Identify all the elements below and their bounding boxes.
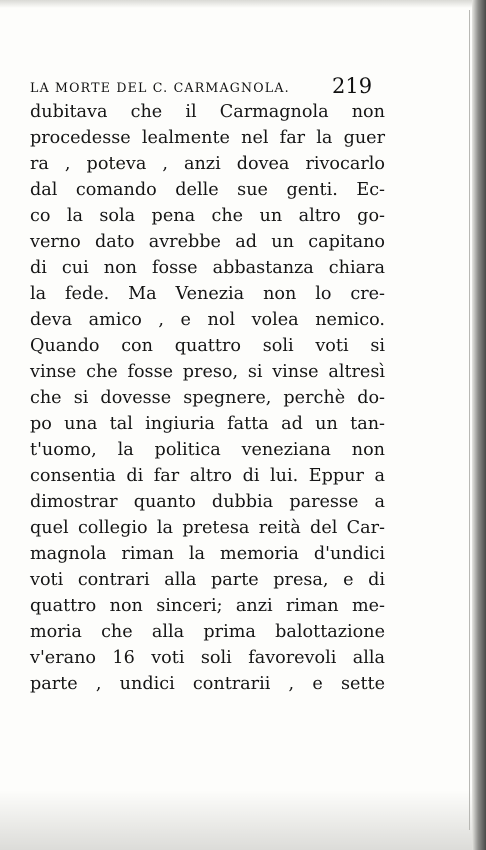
text-line: po una tal ingiuria fatta ad un tan- <box>30 414 385 434</box>
page-number: 219 <box>332 74 373 98</box>
text-line: procedesse lealmente nel far la guer <box>30 128 385 148</box>
text-line: verno dato avrebbe ad un capitano <box>30 232 385 252</box>
body-text <box>30 99 390 697</box>
text-line: deva amico , e nol volea nemico. <box>30 310 385 330</box>
text-line: dimostrar quanto dubbia paresse a <box>30 492 385 512</box>
text-line: di cui non fosse abbastanza chiara <box>30 258 385 278</box>
text-line: v'erano 16 voti soli favorevoli alla <box>30 648 385 668</box>
text-line: voti contrari alla parte presa, e di <box>30 570 385 590</box>
page-fore-edge-line <box>469 10 470 830</box>
text-line: che si dovesse spegnere, perchè do- <box>30 388 385 408</box>
text-line: dal comando delle sue genti. Ec- <box>30 180 385 200</box>
text-line: ra , poteva , anzi dovea rivocarlo <box>30 154 385 174</box>
text-line: Quando con quattro soli voti si <box>30 336 385 356</box>
page-top-shadow <box>0 0 486 8</box>
text-line: co la sola pena che un altro go- <box>30 206 385 226</box>
text-line: dubitava che il Carmagnola non <box>30 102 385 122</box>
text-line: quattro non sinceri; anzi riman me- <box>30 596 385 616</box>
page-fore-edge <box>472 0 486 850</box>
text-line: moria che alla prima balottazione <box>30 622 385 642</box>
text-line: t'uomo, la politica veneziana non <box>30 440 385 460</box>
text-line: parte , undici contrarii , e sette <box>30 674 385 694</box>
text-line: vinse che fosse preso, si vinse altresì <box>30 362 385 382</box>
text-line: consentia di far altro di lui. Eppur a <box>30 466 385 486</box>
page-bottom-shadow <box>0 790 486 850</box>
running-head: LA MORTE DEL C. CARMAGNOLA. <box>30 80 290 95</box>
text-line: magnola riman la memoria d'undici <box>30 544 385 564</box>
text-line: quel collegio la pretesa reità del Car- <box>30 518 385 538</box>
text-line: la fede. Ma Venezia non lo cre- <box>30 284 385 304</box>
